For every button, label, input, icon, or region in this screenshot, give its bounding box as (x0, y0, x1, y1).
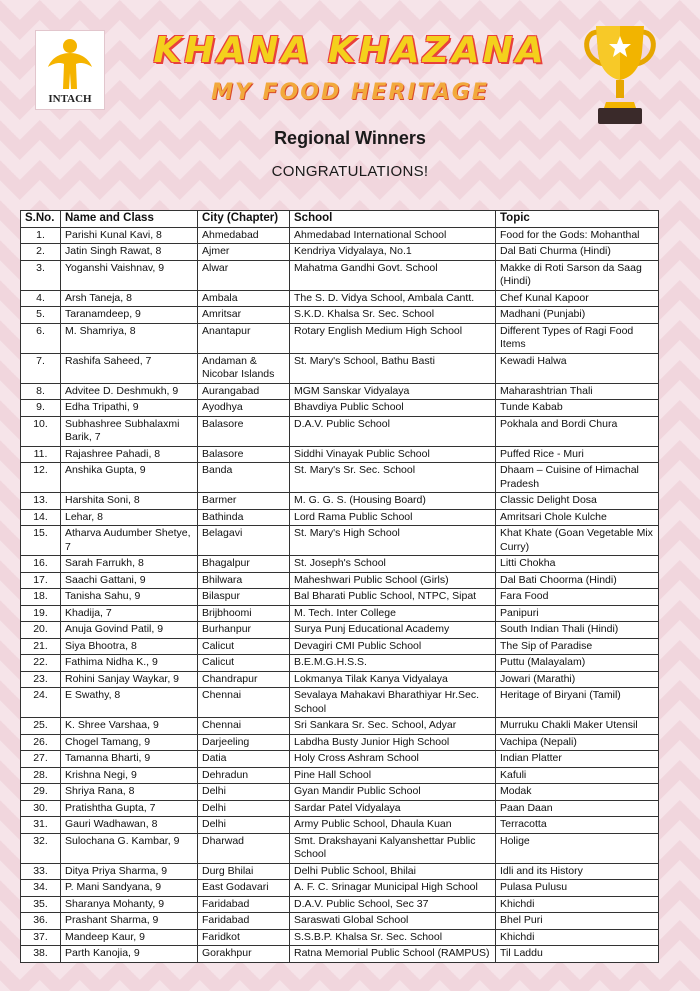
column-header-city: City (Chapter) (198, 211, 290, 228)
cell-name-class: Subhashree Subhalaxmi Barik, 7 (61, 416, 198, 446)
cell-city: Anantapur (198, 323, 290, 353)
cell-city: Burhanpur (198, 622, 290, 639)
cell-city: Delhi (198, 800, 290, 817)
cell-city: Delhi (198, 817, 290, 834)
cell-name-class: Anuja Govind Patil, 9 (61, 622, 198, 639)
cell-city: Dehradun (198, 767, 290, 784)
cell-city: Chandrapur (198, 671, 290, 688)
logo-label: INTACH (48, 93, 92, 105)
cell-topic: Litti Chokha (496, 556, 659, 573)
cell-topic: Idli and its History (496, 863, 659, 880)
cell-school: S.S.B.P. Khalsa Sr. Sec. School (290, 929, 496, 946)
cell-sno: 5. (21, 307, 61, 324)
table-row (21, 400, 659, 417)
intach-logo (35, 30, 105, 110)
cell-city: Amritsar (198, 307, 290, 324)
cell-school: Holy Cross Ashram School (290, 751, 496, 768)
cell-city: Datia (198, 751, 290, 768)
cell-name-class: E Swathy, 8 (61, 688, 198, 718)
table-row (21, 734, 659, 751)
cell-sno: 13. (21, 493, 61, 510)
cell-school: M. G. G. S. (Housing Board) (290, 493, 496, 510)
cell-name-class: Pratishtha Gupta, 7 (61, 800, 198, 817)
cell-city: Barmer (198, 493, 290, 510)
table-row (21, 671, 659, 688)
cell-city: Faridabad (198, 913, 290, 930)
cell-school: Rotary English Medium High School (290, 323, 496, 353)
cell-sno: 18. (21, 589, 61, 606)
cell-school: Delhi Public School, Bhilai (290, 863, 496, 880)
cell-city: Gorakhpur (198, 946, 290, 963)
cell-school: Labdha Busty Junior High School (290, 734, 496, 751)
cell-city: Darjeeling (198, 734, 290, 751)
table-row (21, 244, 659, 261)
table-row (21, 767, 659, 784)
cell-name-class: Parishi Kunal Kavi, 8 (61, 227, 198, 244)
cell-topic: Heritage of Biryani (Tamil) (496, 688, 659, 718)
trophy-icon (578, 22, 662, 128)
cell-topic: Puffed Rice - Muri (496, 446, 659, 463)
table-row (21, 416, 659, 446)
table-row (21, 946, 659, 963)
cell-sno: 25. (21, 718, 61, 735)
cell-city: Aurangabad (198, 383, 290, 400)
cell-topic: Dal Bati Choorma (Hindi) (496, 572, 659, 589)
table-row (21, 260, 659, 290)
cell-city: Durg Bhilai (198, 863, 290, 880)
cell-topic: Kafuli (496, 767, 659, 784)
cell-city: Brijbhoomi (198, 605, 290, 622)
cell-topic: Murruku Chakli Maker Utensil (496, 718, 659, 735)
table-row (21, 556, 659, 573)
table-row (21, 688, 659, 718)
table-row (21, 817, 659, 834)
cell-city: Calicut (198, 638, 290, 655)
cell-city: Chennai (198, 688, 290, 718)
cell-school: Lord Rama Public School (290, 509, 496, 526)
table-row (21, 307, 659, 324)
table-row (21, 383, 659, 400)
cell-city: Calicut (198, 655, 290, 672)
cell-school: Kendriya Vidyalaya, No.1 (290, 244, 496, 261)
cell-school: The S. D. Vidya School, Ambala Cantt. (290, 290, 496, 307)
cell-sno: 16. (21, 556, 61, 573)
table-row (21, 880, 659, 897)
cell-city: Bhilwara (198, 572, 290, 589)
cell-city: Alwar (198, 260, 290, 290)
cell-sno: 32. (21, 833, 61, 863)
cell-school: D.A.V. Public School (290, 416, 496, 446)
cell-school: M. Tech. Inter College (290, 605, 496, 622)
table-row (21, 896, 659, 913)
cell-school: Maheshwari Public School (Girls) (290, 572, 496, 589)
cell-city: Faridabad (198, 896, 290, 913)
cell-sno: 36. (21, 913, 61, 930)
cell-sno: 28. (21, 767, 61, 784)
cell-city: Faridkot (198, 929, 290, 946)
cell-sno: 38. (21, 946, 61, 963)
cell-school: Ahmedabad International School (290, 227, 496, 244)
table-row (21, 751, 659, 768)
cell-school: Army Public School, Dhaula Kuan (290, 817, 496, 834)
cell-name-class: Harshita Soni, 8 (61, 493, 198, 510)
cell-topic: Paan Daan (496, 800, 659, 817)
cell-name-class: Taranamdeep, 9 (61, 307, 198, 324)
cell-topic: Khichdi (496, 896, 659, 913)
cell-name-class: Edha Tripathi, 9 (61, 400, 198, 417)
cell-sno: 10. (21, 416, 61, 446)
table-row (21, 353, 659, 383)
cell-name-class: Krishna Negi, 9 (61, 767, 198, 784)
cell-sno: 2. (21, 244, 61, 261)
table-row (21, 463, 659, 493)
cell-sno: 24. (21, 688, 61, 718)
cell-city: Bilaspur (198, 589, 290, 606)
cell-city: Andaman & Nicobar Islands (198, 353, 290, 383)
table-row (21, 655, 659, 672)
page-subtitle: MY FOOD HERITAGE (211, 80, 489, 105)
cell-city: Delhi (198, 784, 290, 801)
cell-school: Saraswati Global School (290, 913, 496, 930)
cell-school: Sardar Patel Vidyalaya (290, 800, 496, 817)
cell-topic: Amritsari Chole Kulche (496, 509, 659, 526)
cell-topic: Tunde Kabab (496, 400, 659, 417)
cell-topic: Jowari (Marathi) (496, 671, 659, 688)
cell-school: D.A.V. Public School, Sec 37 (290, 896, 496, 913)
cell-name-class: Rashifa Saheed, 7 (61, 353, 198, 383)
table-row (21, 863, 659, 880)
cell-sno: 19. (21, 605, 61, 622)
cell-school: Pine Hall School (290, 767, 496, 784)
cell-name-class: Tamanna Bharti, 9 (61, 751, 198, 768)
cell-name-class: Tanisha Sahu, 9 (61, 589, 198, 606)
cell-sno: 35. (21, 896, 61, 913)
cell-name-class: Anshika Gupta, 9 (61, 463, 198, 493)
table-row (21, 833, 659, 863)
page-title: KHANA KHAZANA (153, 30, 547, 71)
cell-name-class: P. Mani Sandyana, 9 (61, 880, 198, 897)
cell-city: Chennai (198, 718, 290, 735)
cell-topic: Maharashtrian Thali (496, 383, 659, 400)
cell-sno: 9. (21, 400, 61, 417)
table-row (21, 493, 659, 510)
cell-name-class: Shriya Rana, 8 (61, 784, 198, 801)
cell-city: Banda (198, 463, 290, 493)
table-row (21, 638, 659, 655)
cell-topic: Bhel Puri (496, 913, 659, 930)
cell-name-class: Advitee D. Deshmukh, 9 (61, 383, 198, 400)
cell-sno: 17. (21, 572, 61, 589)
cell-topic: The Sip of Paradise (496, 638, 659, 655)
cell-name-class: Rohini Sanjay Waykar, 9 (61, 671, 198, 688)
column-header-sno: S.No. (21, 211, 61, 228)
cell-topic: Vachipa (Nepali) (496, 734, 659, 751)
cell-sno: 12. (21, 463, 61, 493)
winners-table (20, 210, 659, 963)
cell-name-class: Chogel Tamang, 9 (61, 734, 198, 751)
intach-figure-icon (45, 37, 95, 91)
column-header-school: School (290, 211, 496, 228)
cell-school: Mahatma Gandhi Govt. School (290, 260, 496, 290)
table-row (21, 622, 659, 639)
cell-school: St. Mary's High School (290, 526, 496, 556)
cell-school: S.K.D. Khalsa Sr. Sec. School (290, 307, 496, 324)
cell-name-class: Jatin Singh Rawat, 8 (61, 244, 198, 261)
cell-sno: 6. (21, 323, 61, 353)
cell-topic: Pokhala and Bordi Chura (496, 416, 659, 446)
section-heading: Regional Winners (274, 128, 426, 148)
cell-name-class: Rajashree Pahadi, 8 (61, 446, 198, 463)
congratulations-text: CONGRATULATIONS! (271, 163, 429, 180)
table-row (21, 572, 659, 589)
column-header-topic: Topic (496, 211, 659, 228)
cell-school: St. Mary's Sr. Sec. School (290, 463, 496, 493)
cell-city: Ajmer (198, 244, 290, 261)
cell-sno: 11. (21, 446, 61, 463)
cell-sno: 3. (21, 260, 61, 290)
cell-school: Surya Punj Educational Academy (290, 622, 496, 639)
cell-city: Ambala (198, 290, 290, 307)
cell-name-class: Sharanya Mohanty, 9 (61, 896, 198, 913)
cell-sno: 29. (21, 784, 61, 801)
cell-school: Devagiri CMI Public School (290, 638, 496, 655)
cell-topic: Indian Platter (496, 751, 659, 768)
cell-topic: Modak (496, 784, 659, 801)
cell-topic: Puttu (Malayalam) (496, 655, 659, 672)
cell-name-class: Prashant Sharma, 9 (61, 913, 198, 930)
cell-topic: Holige (496, 833, 659, 863)
cell-topic: Kewadi Halwa (496, 353, 659, 383)
cell-sno: 26. (21, 734, 61, 751)
cell-topic: Til Laddu (496, 946, 659, 963)
cell-city: Belagavi (198, 526, 290, 556)
cell-school: Lokmanya Tilak Kanya Vidyalaya (290, 671, 496, 688)
cell-topic: Dhaam – Cuisine of Himachal Pradesh (496, 463, 659, 493)
cell-sno: 1. (21, 227, 61, 244)
cell-sno: 21. (21, 638, 61, 655)
cell-city: Balasore (198, 416, 290, 446)
cell-name-class: Mandeep Kaur, 9 (61, 929, 198, 946)
cell-school: A. F. C. Srinagar Municipal High School (290, 880, 496, 897)
cell-school: Bhavdiya Public School (290, 400, 496, 417)
cell-city: East Godavari (198, 880, 290, 897)
cell-city: Ayodhya (198, 400, 290, 417)
cell-school: Sevalaya Mahakavi Bharathiyar Hr.Sec. School (290, 688, 496, 718)
cell-topic: Panipuri (496, 605, 659, 622)
cell-sno: 30. (21, 800, 61, 817)
cell-topic: Makke di Roti Sarson da Saag (Hindi) (496, 260, 659, 290)
cell-name-class: Fathima Nidha K., 9 (61, 655, 198, 672)
cell-name-class: Atharva Audumber Shetye, 7 (61, 526, 198, 556)
table-row (21, 718, 659, 735)
cell-sno: 22. (21, 655, 61, 672)
table-row (21, 605, 659, 622)
cell-sno: 23. (21, 671, 61, 688)
cell-school: B.E.M.G.H.S.S. (290, 655, 496, 672)
cell-school: MGM Sanskar Vidyalaya (290, 383, 496, 400)
cell-city: Dharwad (198, 833, 290, 863)
table-row (21, 800, 659, 817)
cell-school: Smt. Drakshayani Kalyanshettar Public School (290, 833, 496, 863)
cell-name-class: Siya Bhootra, 8 (61, 638, 198, 655)
cell-sno: 31. (21, 817, 61, 834)
cell-sno: 8. (21, 383, 61, 400)
cell-name-class: Saachi Gattani, 9 (61, 572, 198, 589)
cell-sno: 20. (21, 622, 61, 639)
cell-school: St. Mary's School, Bathu Basti (290, 353, 496, 383)
table-row (21, 290, 659, 307)
table-row (21, 784, 659, 801)
table-row (21, 509, 659, 526)
cell-topic: Terracotta (496, 817, 659, 834)
cell-school: Gyan Mandir Public School (290, 784, 496, 801)
cell-topic: Khichdi (496, 929, 659, 946)
cell-school: St. Joseph's School (290, 556, 496, 573)
cell-city: Bathinda (198, 509, 290, 526)
cell-name-class: Parth Kanojia, 9 (61, 946, 198, 963)
cell-city: Bhagalpur (198, 556, 290, 573)
table-row (21, 446, 659, 463)
cell-name-class: Gauri Wadhawan, 8 (61, 817, 198, 834)
cell-topic: Khat Khate (Goan Vegetable Mix Curry) (496, 526, 659, 556)
cell-name-class: Arsh Taneja, 8 (61, 290, 198, 307)
cell-school: Bal Bharati Public School, NTPC, Sipat (290, 589, 496, 606)
cell-topic: Food for the Gods: Mohanthal (496, 227, 659, 244)
cell-topic: Classic Delight Dosa (496, 493, 659, 510)
table-row (21, 589, 659, 606)
cell-sno: 34. (21, 880, 61, 897)
cell-name-class: Lehar, 8 (61, 509, 198, 526)
cell-sno: 33. (21, 863, 61, 880)
cell-sno: 14. (21, 509, 61, 526)
cell-topic: Fara Food (496, 589, 659, 606)
cell-sno: 7. (21, 353, 61, 383)
cell-name-class: Yoganshi Vaishnav, 9 (61, 260, 198, 290)
cell-school: Sri Sankara Sr. Sec. School, Adyar (290, 718, 496, 735)
table-row (21, 323, 659, 353)
table-body (21, 227, 659, 962)
cell-city: Ahmedabad (198, 227, 290, 244)
table-row (21, 227, 659, 244)
table-row (21, 913, 659, 930)
cell-topic: Madhani (Punjabi) (496, 307, 659, 324)
cell-topic: Chef Kunal Kapoor (496, 290, 659, 307)
cell-topic: Different Types of Ragi Food Items (496, 323, 659, 353)
cell-name-class: Khadija, 7 (61, 605, 198, 622)
cell-sno: 37. (21, 929, 61, 946)
cell-school: Ratna Memorial Public School (RAMPUS) (290, 946, 496, 963)
table-header-row (21, 211, 659, 228)
cell-name-class: K. Shree Varshaa, 9 (61, 718, 198, 735)
cell-sno: 4. (21, 290, 61, 307)
cell-city: Balasore (198, 446, 290, 463)
cell-school: Siddhi Vinayak Public School (290, 446, 496, 463)
cell-topic: Dal Bati Churma (Hindi) (496, 244, 659, 261)
cell-sno: 27. (21, 751, 61, 768)
winners-table-container (20, 210, 658, 963)
cell-sno: 15. (21, 526, 61, 556)
cell-name-class: Sulochana G. Kambar, 9 (61, 833, 198, 863)
table-row (21, 526, 659, 556)
cell-name-class: M. Shamriya, 8 (61, 323, 198, 353)
cell-name-class: Sarah Farrukh, 8 (61, 556, 198, 573)
table-row (21, 929, 659, 946)
cell-topic: Pulasa Pulusu (496, 880, 659, 897)
column-header-name: Name and Class (61, 211, 198, 228)
cell-topic: South Indian Thali (Hindi) (496, 622, 659, 639)
cell-name-class: Ditya Priya Sharma, 9 (61, 863, 198, 880)
